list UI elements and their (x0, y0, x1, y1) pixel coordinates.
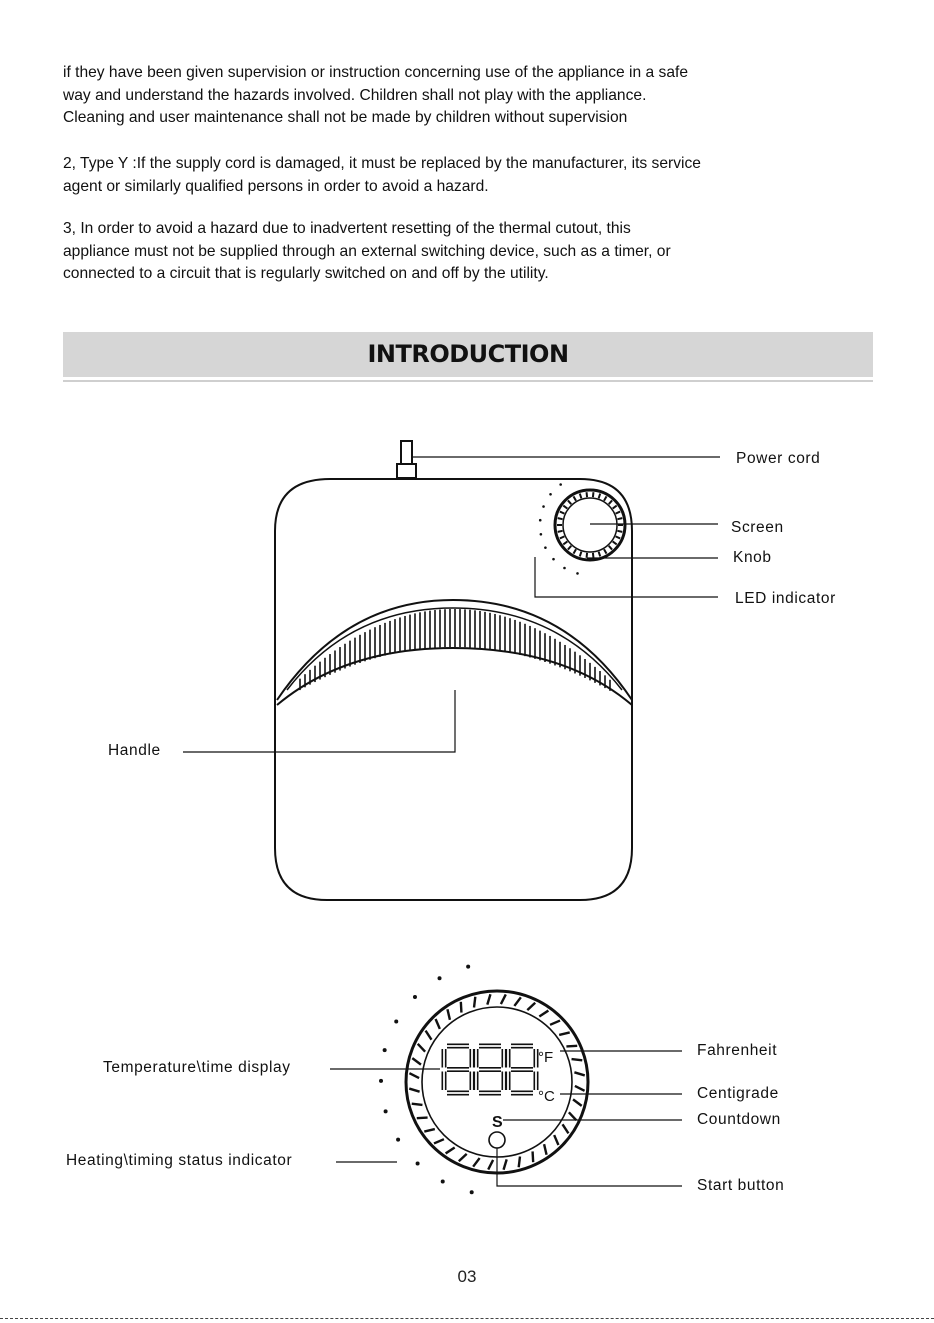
page-number: 03 (457, 1267, 477, 1286)
led-dot (576, 572, 579, 575)
paragraph-line: 3, In order to avoid a hazard due to inadvertent resetting of the thermal cutout, this (63, 220, 631, 237)
label-handle: Handle (108, 742, 161, 759)
panel-tick (409, 1073, 419, 1078)
panel-tick (569, 1112, 576, 1120)
paragraph-line: connected to a circuit that is regularly switched on and off by the utility. (63, 265, 549, 282)
paragraph-line: agent or similarly qualified persons in order to avoid a hazard. (63, 177, 489, 195)
panel-tick (527, 1003, 535, 1010)
panel-tick (533, 1151, 534, 1162)
knob-tick (563, 506, 567, 509)
fahrenheit-symbol: °F (538, 1049, 554, 1066)
label-power-cord: Power cord (736, 450, 821, 467)
led-dot (540, 533, 543, 536)
panel-tick (575, 1086, 585, 1091)
led-dot (466, 965, 470, 969)
panel-tick (554, 1135, 558, 1145)
panel-tick (418, 1044, 425, 1052)
led-dot (544, 546, 547, 549)
led-dot (384, 1109, 388, 1113)
panel-tick (488, 1160, 493, 1170)
paragraph-line: 2, Type Y :If the supply cord is damaged, it must be replaced by the manufacturer, its service (63, 155, 701, 172)
panel-tick (544, 1144, 546, 1155)
led-dot (416, 1162, 420, 1166)
knob-tick (616, 536, 621, 538)
panel-tick (473, 1158, 479, 1167)
knob-tick (617, 531, 622, 532)
knob-tick (563, 541, 567, 544)
knob-tick (593, 492, 594, 497)
section-title: INTRODUCTION (367, 340, 569, 368)
knob-tick (580, 552, 582, 557)
label-start-button: Start button (697, 1177, 785, 1194)
knob-tick (616, 512, 621, 514)
appliance-body (275, 479, 632, 900)
panel-tick (412, 1104, 423, 1105)
knob-tick (609, 546, 612, 550)
label-temperature-time-display: Temperature\time display (103, 1059, 291, 1076)
knob-tick (593, 553, 594, 558)
knob-tick (580, 494, 582, 499)
power-cord-plug (397, 441, 416, 478)
led-dot (542, 505, 545, 508)
label-heating-timing-indicator: Heating\timing status indicator (66, 1152, 293, 1169)
knob-tick (558, 531, 563, 532)
paragraph-line: Cleaning and user maintenance shall not be made by children without supervision (63, 109, 628, 126)
panel-tick (447, 1009, 449, 1020)
knob-tick (599, 494, 601, 499)
knob-tick (574, 549, 577, 553)
led-dot (394, 1020, 398, 1024)
knob-tick (617, 518, 622, 519)
led-dot (552, 558, 555, 561)
panel-tick (573, 1099, 582, 1105)
leader-lines-top (183, 457, 720, 752)
label-fahrenheit: Fahrenheit (697, 1042, 778, 1059)
knob-small (539, 483, 625, 575)
panel-tick (504, 1159, 507, 1169)
panel-tick (501, 994, 506, 1004)
knob-tick (587, 492, 588, 497)
panel-tick (514, 997, 520, 1006)
led-dot (563, 567, 566, 570)
centigrade-symbol: °C (538, 1088, 555, 1105)
paragraph-line: way and understand the hazards involved. Children shall not play with the appliance. (63, 86, 647, 104)
label-centigrade: Centigrade (697, 1085, 779, 1102)
led-dot (379, 1079, 383, 1083)
knob-tick (560, 536, 565, 538)
panel-tick (461, 1002, 462, 1013)
handle-grip (277, 600, 632, 705)
panel-tick (487, 994, 490, 1004)
panel-tick (459, 1154, 467, 1161)
led-dot (441, 1180, 445, 1184)
led-dot (438, 976, 442, 980)
paragraph-line: if they have been given supervision or instruction concerning use of the appliance in a safe (63, 64, 689, 81)
label-countdown: Countdown (697, 1111, 781, 1128)
label-knob: Knob (733, 549, 772, 566)
label-led-indicator: LED indicator (735, 590, 836, 607)
panel-tick (426, 1031, 432, 1040)
paragraph-line: appliance must not be supplied through an external switching device, such as a timer, or (63, 242, 671, 260)
knob-tick (613, 506, 617, 509)
led-dot (383, 1048, 387, 1052)
panel-tick (474, 997, 475, 1008)
panel-tick (417, 1118, 428, 1119)
panel-tick (519, 1157, 520, 1168)
panel-tick (446, 1148, 455, 1154)
led-dot (539, 519, 542, 522)
knob-tick (599, 552, 601, 557)
panel-tick (559, 1032, 570, 1034)
panel-tick (409, 1089, 419, 1092)
knob-tick (609, 500, 612, 504)
panel-tick (539, 1011, 548, 1017)
knob-tick (558, 518, 563, 519)
start-button[interactable] (489, 1132, 505, 1148)
panel-tick (550, 1021, 560, 1025)
panel-tick (563, 1124, 569, 1133)
knob-tick (568, 500, 571, 504)
panel-tick (412, 1058, 421, 1064)
panel-tick (566, 1046, 577, 1047)
knob-tick (574, 496, 577, 500)
panel-tick (574, 1072, 584, 1075)
knob-tick (604, 549, 607, 553)
led-dot (549, 493, 552, 496)
panel-tick (424, 1129, 435, 1131)
knob-tick (587, 553, 588, 558)
control-panel (379, 965, 588, 1195)
knob-tick (560, 512, 565, 514)
countdown-symbol: S (492, 1114, 503, 1131)
label-screen: Screen (731, 519, 784, 536)
knob-tick (568, 546, 571, 550)
panel-tick (572, 1059, 583, 1060)
led-dot (396, 1138, 400, 1142)
led-dot (559, 483, 562, 486)
page-bottom-rule (0, 1318, 934, 1319)
panel-tick (434, 1139, 444, 1143)
temperature-time-display (444, 1046, 536, 1093)
led-dot (413, 995, 417, 999)
led-dot (470, 1190, 474, 1194)
panel-tick (436, 1019, 440, 1029)
knob-tick (613, 541, 617, 544)
knob-tick (604, 496, 607, 500)
